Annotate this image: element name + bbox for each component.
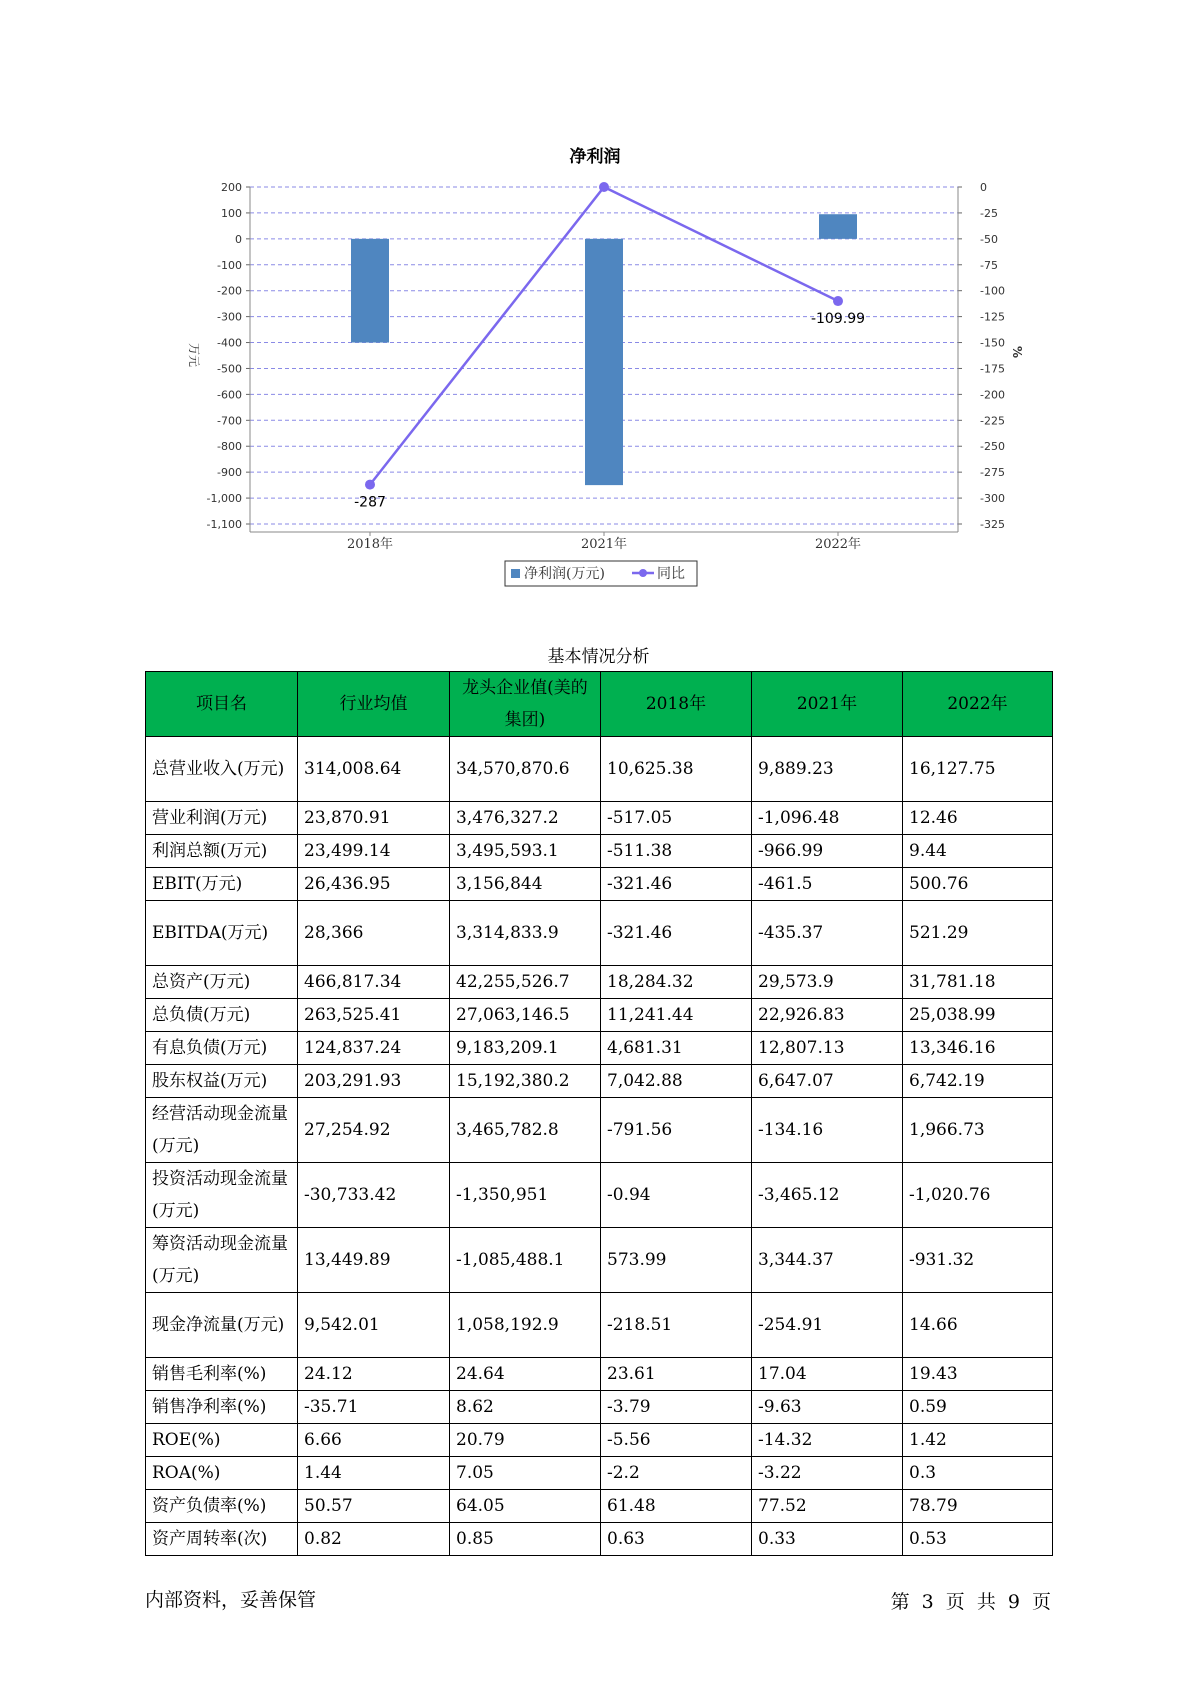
table-cell: 23.61 [601,1358,752,1391]
table-cell: 77.52 [752,1490,903,1523]
y-left-tick-label: -700 [217,414,242,428]
table-cell: 3,465,782.8 [450,1098,601,1163]
table-cell: 8.62 [450,1391,601,1424]
table-cell: -435.37 [752,901,903,966]
y-right-tick-label: -125 [980,310,1005,324]
legend-line-marker [639,569,647,577]
table-cell: 4,681.31 [601,1032,752,1065]
table-row [146,835,1053,868]
y-right-tick-label: -225 [980,414,1005,428]
table-cell: 314,008.64 [298,737,450,802]
data-label: -287 [354,494,386,511]
y-left-tick-label: 200 [221,181,242,194]
table-cell: 15,192,380.2 [450,1065,601,1098]
table-cell: -3,465.12 [752,1163,903,1228]
bar [585,239,623,485]
row-label-cell: EBITDA(万元) [146,901,298,966]
y-left-tick-label: -100 [217,258,242,272]
table-cell: -2.2 [601,1457,752,1490]
y-left-tick-label: -1,100 [206,518,242,531]
table-row [146,1293,1053,1358]
table-cell: 7.05 [450,1457,601,1490]
row-label-cell: 总资产(万元) [146,966,298,999]
table-cell: -1,096.48 [752,802,903,835]
table-cell: 0.3 [903,1457,1053,1490]
table-cell: 10,625.38 [601,737,752,802]
y-right-tick-label: -200 [980,388,1005,402]
table-cell: -3.79 [601,1391,752,1424]
table-cell: 573.99 [601,1228,752,1293]
table-cell: 7,042.88 [601,1065,752,1098]
y-left-tick-label: -600 [217,388,242,402]
table-cell: -5.56 [601,1424,752,1457]
y-right-tick-label: -75 [980,258,998,272]
table-cell: -517.05 [601,802,752,835]
table-cell: 3,314,833.9 [450,901,601,966]
y-right-tick-label: -175 [980,362,1005,376]
y-left-tick-label: -1,000 [206,492,242,506]
table-cell: -254.91 [752,1293,903,1358]
y-right-tick-label: -100 [980,284,1005,298]
table-cell: 9,542.01 [298,1293,450,1358]
table-cell: 521.29 [903,901,1053,966]
table-cell: 1.44 [298,1457,450,1490]
footer-confidential: 内部资料，妥善保管 [145,1589,317,1611]
row-label-cell: 筹资活动现金流量(万元) [146,1228,298,1293]
table-cell: 263,525.41 [298,999,450,1032]
table-header-cell: 行业均值 [298,672,450,737]
y-left-tick-label: -400 [217,336,242,350]
table-row [146,999,1053,1032]
table-header-row [146,672,1053,737]
y-right-tick-label: 0 [980,181,987,194]
row-label-cell: 销售净利率(%) [146,1391,298,1424]
row-label-cell: ROA(%) [146,1457,298,1490]
table-header-cell: 项目名 [146,672,298,737]
table-cell: -966.99 [752,835,903,868]
table-cell: 28,366 [298,901,450,966]
table-cell: -791.56 [601,1098,752,1163]
table-cell: 11,241.44 [601,999,752,1032]
table-header-cell: 龙头企业值(美的集团) [450,672,601,737]
net-profit-chart [0,0,1191,600]
table-cell: 3,476,327.2 [450,802,601,835]
table-cell: 34,570,870.6 [450,737,601,802]
row-label-cell: 现金净流量(万元) [146,1293,298,1358]
table-cell: 27,254.92 [298,1098,450,1163]
table-row [146,868,1053,901]
bar [819,214,857,239]
y-left-tick-label: -900 [217,466,242,480]
row-label-cell: 股东权益(万元) [146,1065,298,1098]
table-cell: -35.71 [298,1391,450,1424]
table-row [146,1358,1053,1391]
table-cell: -9.63 [752,1391,903,1424]
table-cell: 12,807.13 [752,1032,903,1065]
table-header-cell: 2018年 [601,672,752,737]
table-cell: -321.46 [601,901,752,966]
table-cell: -461.5 [752,868,903,901]
table-cell: 12.46 [903,802,1053,835]
y-left-axis-label: 万元 [187,342,201,368]
table-cell: 19.43 [903,1358,1053,1391]
table-row [146,1424,1053,1457]
table-row [146,901,1053,966]
table-row [146,1490,1053,1523]
chart-title: 净利润 [569,147,621,167]
row-label-cell: 资产周转率(次) [146,1523,298,1556]
table-cell: -0.94 [601,1163,752,1228]
table-cell: 64.05 [450,1490,601,1523]
table-cell: 29,573.9 [752,966,903,999]
table-cell: 26,436.95 [298,868,450,901]
table-row [146,737,1053,802]
table-cell: 25,038.99 [903,999,1053,1032]
table-row [146,1032,1053,1065]
y-left-tick-label: 0 [235,232,242,246]
table-cell: 203,291.93 [298,1065,450,1098]
footer-page-number: 第 3 页 共 9 页 [890,1591,1051,1613]
table-cell: 22,926.83 [752,999,903,1032]
row-label-cell: 有息负债(万元) [146,1032,298,1065]
y-left-tick-label: -200 [217,284,242,298]
table-cell: 0.63 [601,1523,752,1556]
row-label-cell: 利润总额(万元) [146,835,298,868]
table-cell: 18,284.32 [601,966,752,999]
table-cell: 3,156,844 [450,868,601,901]
table-cell: 13,449.89 [298,1228,450,1293]
x-tick-label: 2018年 [346,537,394,552]
table-row [146,1098,1053,1163]
table-header-cell: 2021年 [752,672,903,737]
x-tick-label: 2021年 [580,537,628,552]
table-cell: 1.42 [903,1424,1053,1457]
table-cell: 6.66 [298,1424,450,1457]
table-cell: -1,350,951 [450,1163,601,1228]
y-right-tick-label: -25 [980,206,998,220]
table-cell: 0.59 [903,1391,1053,1424]
table-cell: 61.48 [601,1490,752,1523]
table-cell: 24.64 [450,1358,601,1391]
table-row [146,1163,1053,1228]
table-cell: 0.82 [298,1523,450,1556]
row-label-cell: 销售毛利率(%) [146,1358,298,1391]
yoy-point [365,480,375,490]
row-label-cell: EBIT(万元) [146,868,298,901]
table-cell: 3,495,593.1 [450,835,601,868]
table-cell: 124,837.24 [298,1032,450,1065]
table-cell: 20.79 [450,1424,601,1457]
table-cell: 23,499.14 [298,835,450,868]
legend-label: 净利润(万元) [524,566,605,582]
table-cell: 14.66 [903,1293,1053,1358]
y-right-tick-label: -275 [980,466,1005,480]
y-right-tick-label: -50 [980,232,998,246]
table-cell: 466,817.34 [298,966,450,999]
table-cell: -134.16 [752,1098,903,1163]
table-cell: -321.46 [601,868,752,901]
table-cell: 27,063,146.5 [450,999,601,1032]
y-left-tick-label: -500 [217,362,242,376]
table-cell: 1,058,192.9 [450,1293,601,1358]
table-cell: -218.51 [601,1293,752,1358]
table-cell: 6,647.07 [752,1065,903,1098]
row-label-cell: 经营活动现金流量(万元) [146,1098,298,1163]
table-row [146,802,1053,835]
table-cell: -1,020.76 [903,1163,1053,1228]
table-cell: 0.33 [752,1523,903,1556]
table-cell: 500.76 [903,868,1053,901]
table-cell: 78.79 [903,1490,1053,1523]
table-cell: -1,085,488.1 [450,1228,601,1293]
table-cell: 17.04 [752,1358,903,1391]
yoy-point [833,296,843,306]
table-row [146,1228,1053,1293]
table-cell: 0.53 [903,1523,1053,1556]
table-row [146,1457,1053,1490]
table-cell: 24.12 [298,1358,450,1391]
table-row [146,1523,1053,1556]
table-row [146,1065,1053,1098]
y-right-tick-label: -300 [980,492,1005,506]
legend-label: 同比 [657,566,685,582]
row-label-cell: 总负债(万元) [146,999,298,1032]
table-cell: 42,255,526.7 [450,966,601,999]
x-tick-label: 2022年 [814,537,862,552]
table-cell: 13,346.16 [903,1032,1053,1065]
legend-bar-swatch [511,569,520,578]
table-cell: 31,781.18 [903,966,1053,999]
table-caption: 基本情况分析 [547,647,650,667]
y-left-tick-label: 100 [221,206,242,220]
yoy-point [599,182,609,192]
table-cell: 0.85 [450,1523,601,1556]
table-cell: 50.57 [298,1490,450,1523]
y-right-tick-label: -325 [980,518,1005,531]
table-cell: 23,870.91 [298,802,450,835]
table-cell: -14.32 [752,1424,903,1457]
table-cell: 16,127.75 [903,737,1053,802]
row-label-cell: 营业利润(万元) [146,802,298,835]
table-cell: 9,183,209.1 [450,1032,601,1065]
data-label: -109.99 [810,311,866,328]
row-label-cell: 总营业收入(万元) [146,737,298,802]
row-label-cell: ROE(%) [146,1424,298,1457]
table-row [146,1391,1053,1424]
y-right-tick-label: -150 [980,336,1005,350]
y-left-tick-label: -300 [217,310,242,324]
table-header-cell: 2022年 [903,672,1053,737]
row-label-cell: 投资活动现金流量(万元) [146,1163,298,1228]
table-cell: -3.22 [752,1457,903,1490]
table-cell: 3,344.37 [752,1228,903,1293]
basic-analysis-table [145,671,1053,1556]
table-cell: 6,742.19 [903,1065,1053,1098]
table-cell: 9.44 [903,835,1053,868]
table-cell: -931.32 [903,1228,1053,1293]
table-body [146,737,1053,1556]
table-cell: 9,889.23 [752,737,903,802]
y-right-tick-label: -250 [980,440,1005,454]
row-label-cell: 资产负债率(%) [146,1490,298,1523]
table-cell: 1,966.73 [903,1098,1053,1163]
y-left-tick-label: -800 [217,440,242,454]
table-cell: -511.38 [601,835,752,868]
y-right-axis-label: % [1010,345,1024,359]
table-row [146,966,1053,999]
table-cell: -30,733.42 [298,1163,450,1228]
bar [351,239,389,343]
